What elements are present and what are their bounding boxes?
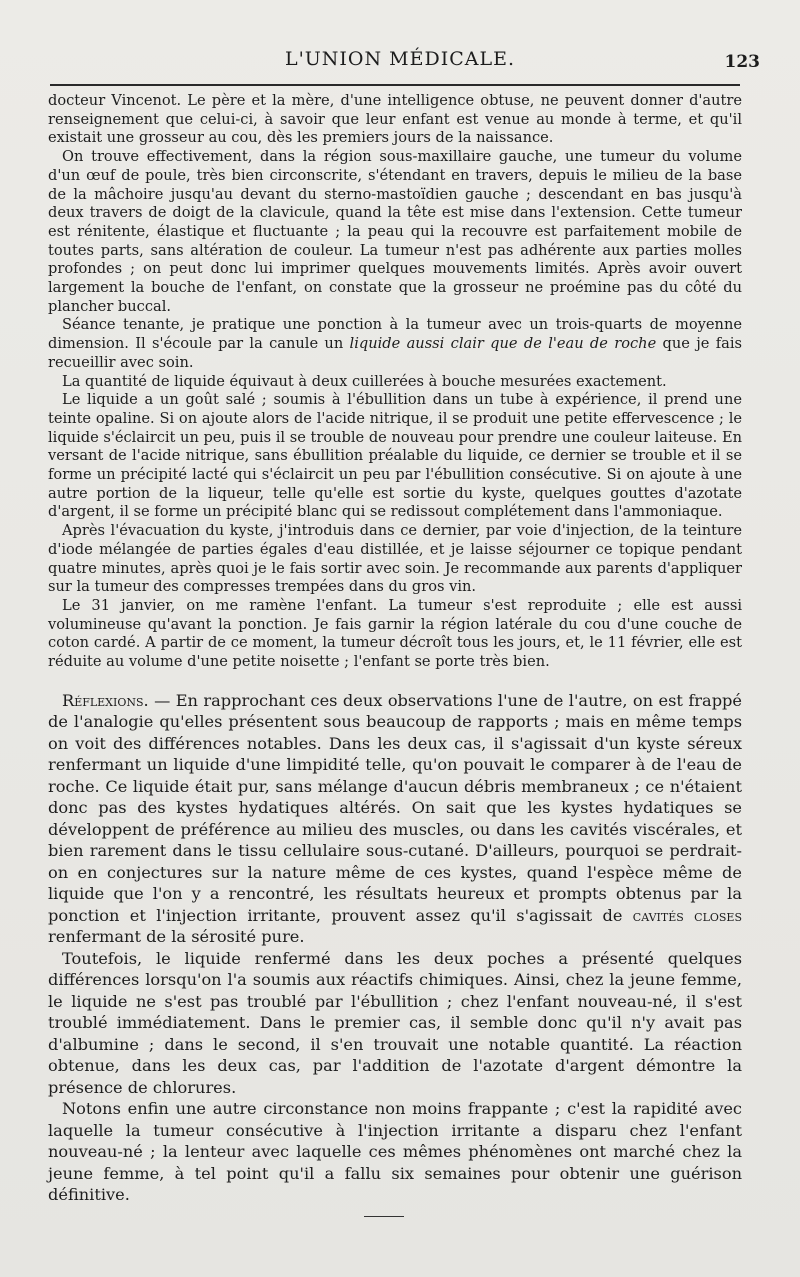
running-head [40,46,760,76]
paragraph-examination: On trouve effectivement, dans la région sous-maxillaire gauche, une tumeur du volume d'un œuf de poule, très bien circonscrite, s'étendant en travers, depuis le milieu de la base de la mâchoire jusqu'au devant du sterno-mastoïdien gauche ; descendant en bas jusqu'à deux travers de doigt de la clavicule, quand la tête est mise dans l'extension. Cette tumeur est rénitente, élastique et fluctuante ; la peau qui la recouvre est parfaitement mobile de toutes parts, sans altération de couleur. La tumeur n'est pas adhérente aux parties molles profondes ; on peut donc lui imprimer quelques mouvements limités. Après avoir ouvert largement la bouche de l'enfant, on constate que la grosseur ne proémine pas du côté du plancher buccal. [48,148,742,315]
puncture-text-end: que je fais recueillir avec soin. [48,335,742,371]
reflexions-text-end: renfermant de la sérosité pure. [48,927,305,947]
reflexions-caps-term: cavités closes [632,905,742,925]
puncture-text-start: Séance tenante, je pratique une ponction à la tumeur avec un trois-quarts de moyenne dimension. Il s'écoule par la canule un [48,316,742,353]
paragraph-puncture [48,316,742,372]
end-rule [364,1216,404,1217]
paragraph-differences: Toutefois, le liquide renfermé dans les deux poches a présenté quelques différences lorsqu'on l'a soumis aux réactifs chimiques. Ainsi, chez la jeune femme, le liquide ne s'est pas troublé par l'ébullition ; chez l'enfant nouveau-né, il s'est troublé immédiatement. Dans le premier cas, il semble donc qu'il n'y avait pas d'albumine ; dans le second, il s'en trouvait une notable quantité. La réaction obtenue, dans les deux cas, par l'addition de l'azotate d'argent démontre la présence de chlorures. [48,948,742,1097]
header-rule [50,84,740,86]
running-title: L'UNION MÉDICALE. [284,48,516,70]
puncture-emphasis: liquide aussi clair que de l'eau de roche [349,335,657,353]
page-number: 123 [724,52,760,72]
paragraph-case-history: docteur Vincenot. Le père et la mère, d'une intelligence obtuse, ne peuvent donner d'autre renseignement que celui-ci, à savoir que leur enfant est venue au monde à terme, et qu'il existait une grosseur au cou, dès les premiers jours de la naissance. [48,92,742,147]
paragraph-follow-up: Le 31 janvier, on me ramène l'enfant. La tumeur s'est reproduite ; elle est aussi volumineuse qu'avant la ponction. Je fais garnir la région latérale du cou d'une couche de coton cardé. A partir de ce moment, la tumeur décroît tous les jours, et, le 11 février, elle est réduite au volume d'une petite noisette ; l'enfant se porte très bien. [48,596,742,671]
paragraph-reflexions [48,690,742,948]
paragraph-injection: Après l'évacuation du kyste, j'introduis dans ce dernier, par voie d'injection, de la teinture d'iode mélangée de parties égales d'eau distillée, et je laisse séjourner ce topique pendant quatre minutes, après quoi je le fais sortir avec soin. Je recommande aux parents d'appliquer sur la tumeur des compresses trempées dans du gros vin. [48,522,742,596]
article-body [48,92,742,1206]
paragraph-quantity: La quantité de liquide équivaut à deux cuillerées à bouche mesurées exactement. [62,372,667,390]
reflexions-text-start: — En rapprochant ces deux observations l'une de l'autre, on est frappé de l'analogie qu'elles présentent sous beaucoup de rapports ; mais en même temps on voit des différences notables. Dans les deux cas, il s'agissait d'un kyste séreux renfermant un liquide d'une limpidité telle, qu'on pouvait le comparer à de l'eau de roche. Ce liquide était pur, sans mélange d'aucun débris membraneux ; ce n'étaient donc pas des kystes hydatiques altérés. On sait que les kystes hydatiques se développent de préférence au milieu des muscles, ou dans les cavités viscérales, et bien rarement dans le tissu cellulaire sous-cutané. D'ailleurs, pourquoi se perdrait-on en conjectures sur la nature même de ces kystes, quand l'espèce même de liquide que l'on y a rencontré, les résultats heureux et prompts obtenus par la ponction et l'injection irritante, prouvent assez qu'il s'agissait de [48,690,742,925]
paragraph-conclusion: Notons enfin une autre circonstance non moins frappante ; c'est la rapidité avec laquelle la tumeur consécutive à l'injection irritante a disparu chez l'enfant nouveau-né ; la lenteur avec laquelle ces mêmes phénomènes ont marché chez la jeune femme, à tel point qu'il a fallu six semaines pour obtenir une guérison définitive. [48,1099,742,1205]
paragraph-analysis: Le liquide a un goût salé ; soumis à l'ébullition dans un tube à expérience, il prend une teinte opaline. Si on ajoute alors de l'acide nitrique, il se produit une petite effervescence ; le liquide s'éclaircit un peu, puis il se trouble de nouveau pour prendre une couleur laiteuse. En versant de l'acide nitrique, sans ébullition préalable du liquide, ce dernier se trouble et il se forme un précipité lacté qui s'éclaircit un peu par l'ébullition consécutive. Si on ajoute à une autre portion de la liqueur, telle qu'elle est sortie du kyste, quelques gouttes d'azotate d'argent, il se forme un précipité blanc qui se redissout complétement dans l'ammoniaque. [48,391,742,521]
section-gap [48,672,742,690]
reflexions-heading: Réflexions. [62,690,149,710]
